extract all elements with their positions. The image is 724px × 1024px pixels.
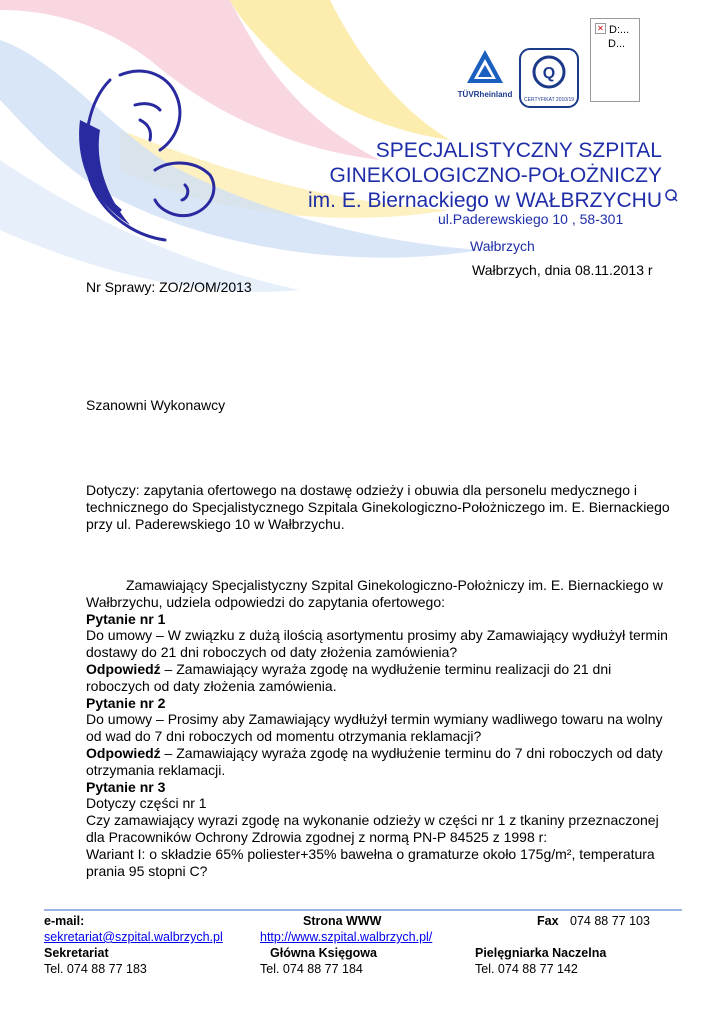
hospital-name-line-2: GINEKOLOGICZNO-POŁOŻNICZY (329, 164, 662, 187)
answer-2 (86, 745, 676, 779)
placeholder-line-1: D:... (609, 24, 630, 36)
answer-2-label: Odpowiedź (86, 744, 161, 761)
cert-label: CERTYFIKAT 2010/19 (523, 97, 575, 103)
svg-text:Q: Q (542, 65, 556, 82)
footer-divider (44, 909, 682, 911)
letter-date: Wałbrzych, dnia 08.11.2013 r (472, 262, 653, 278)
question-1-title: Pytanie nr 1 (86, 610, 166, 627)
tuv-rheinland-logo-icon (455, 45, 515, 105)
case-number: Nr Sprawy: ZO/2/OM/2013 (86, 279, 252, 295)
question-2-title: Pytanie nr 2 (86, 694, 166, 711)
hospital-address: ul.Paderewskiego 10 , 58-301 (438, 211, 624, 227)
footer-secretariat-label: Sekretariat (44, 946, 109, 960)
hospital-name (308, 138, 662, 213)
footer-accountant-label: Główna Księgowa (270, 946, 377, 960)
footer-website-link[interactable]: http://www.szpital.walbrzych.pl/ (260, 930, 433, 944)
answer-2-text: – Zamawiający wyraża zgodę na wydłużenie terminu do 7 dni roboczych od daty otrzymania reklamacji. (86, 744, 663, 778)
footer-nurse-label: Pielęgniarka Naczelna (475, 946, 607, 960)
quality-certificate-logo-icon (518, 47, 580, 109)
small-quality-icon (664, 188, 678, 202)
question-3-title: Pytanie nr 3 (86, 778, 166, 795)
question-2-text: Do umowy – Prosimy aby Zamawiający wydłużył termin wymiany wadliwego towaru na wolny od wad do 7 dni roboczych od momentu otrzymania reklamacji? (86, 711, 663, 745)
letter-subject: Dotyczy: zapytania ofertowego na dostawę odzieży i obuwia dla personelu medycznego i technicznego do Specjalistycznego Szpitala Ginekologiczno-Położniczego im. E. Biernackiego przy ul. Paderewskiego 10 w Wałbrzychu. (86, 482, 670, 532)
greeting: Szanowni Wykonawcy (86, 397, 226, 413)
letter-body (86, 577, 676, 879)
broken-image-icon: ✕ (595, 23, 606, 34)
hospital-city: Wałbrzych (470, 238, 535, 254)
question-3-text: Czy zamawiający wyrazi zgodę na wykonanie odzieży w części nr 1 z tkaniny przeznaczonej dla Pracowników Ochrony Zdrowia zgodnej z normą PN-P 84525 z 1998 r: (86, 812, 659, 845)
question-3-variant: Wariant I: o składzie 65% poliester+35% bawełna o gramaturze około 175g/m², temperatura prania 95 stopni C? (86, 845, 655, 879)
hospital-name-line-3 (308, 188, 662, 213)
footer-www-label: Strona WWW (303, 914, 382, 928)
broken-image-placeholder (590, 18, 640, 102)
question-1-text: Do umowy – W związku z dużą ilością asortymentu prosimy aby Zamawiający wydłużył termin dostawy do 21 dni roboczych od daty złożenia zamówienia? (86, 627, 668, 661)
answer-1-text: – Zamawiający wyraża zgodę na wydłużenie terminu realizacji do 21 dni roboczych od daty złożenia zamówienia. (86, 660, 612, 694)
footer-fax-number: 074 88 77 103 (570, 914, 650, 928)
footer-accountant-tel: Tel. 074 88 77 184 (260, 962, 363, 976)
footer-email-link[interactable]: sekretariat@szpital.walbrzych.pl (44, 930, 223, 944)
answer-1 (86, 661, 676, 695)
footer-email-label: e-mail: (44, 914, 85, 928)
hospital-name-line-3-text: im. E. Biernackiego w WAŁBRZYCHU (308, 189, 662, 212)
hospital-name-line-1: SPECJALISTYCZNY SZPITAL (375, 139, 662, 162)
footer-nurse-tel: Tel. 074 88 77 142 (475, 962, 578, 976)
question-3-part: Dotyczy części nr 1 (86, 795, 207, 812)
placeholder-line-2: D... (608, 38, 626, 50)
footer-secretariat-tel: Tel. 074 88 77 183 (44, 962, 147, 976)
hospital-logo-icon (60, 60, 250, 250)
answer-1-label: Odpowiedź (86, 660, 161, 677)
footer-fax-label: Fax (537, 914, 559, 928)
tuv-label: TÜVRheinland (457, 90, 513, 99)
intro-paragraph: Zamawiający Specjalistyczny Szpital Ginekologiczno-Położniczy im. E. Biernackiego w Wałbrzychu, udziela odpowiedzi do zapytania ofertowego: (86, 577, 663, 610)
